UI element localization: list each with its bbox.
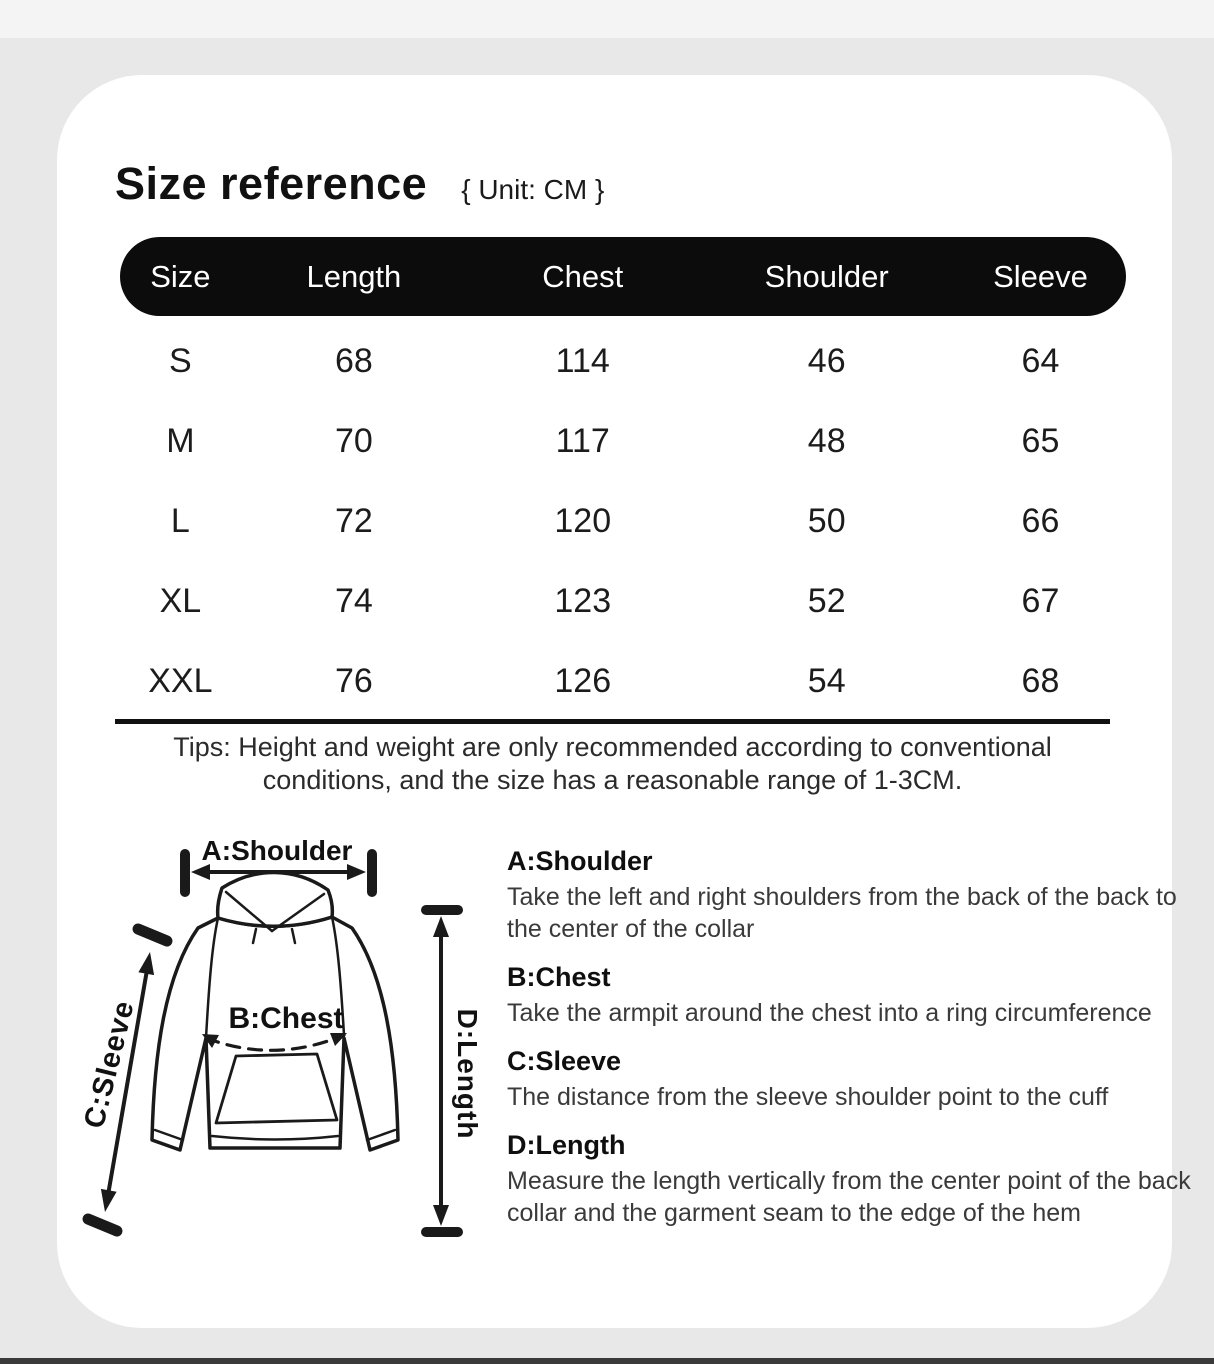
table-body — [120, 321, 1126, 721]
title-row — [115, 158, 604, 210]
value-cell: 50 — [807, 501, 846, 540]
value-cell: 48 — [807, 421, 846, 460]
column-header-shoulder: Shoulder — [764, 258, 889, 294]
value-cell: 76 — [334, 661, 373, 700]
value-cell: 114 — [555, 341, 610, 380]
column-header-size: Size — [150, 258, 211, 294]
table-header — [120, 237, 1126, 316]
size-cell: XL — [159, 581, 202, 620]
value-cell: 64 — [1021, 341, 1060, 380]
value-cell: 74 — [334, 581, 373, 620]
value-cell: 126 — [554, 661, 612, 700]
tips-line-1: Tips: Height and weight are only recommended according to conventional — [173, 732, 1052, 762]
size-table — [120, 237, 1126, 721]
measure-term: C:Sleeve — [507, 1046, 622, 1076]
table-row — [120, 641, 1126, 721]
size-cell: XXL — [148, 661, 213, 700]
hoodie-pocket — [216, 1054, 337, 1123]
measure-desc: Take the left and right shoulders from the back of the back to the center of the collar — [507, 883, 1177, 943]
measure-desc: Take the armpit around the chest into a ring circumference — [507, 999, 1152, 1027]
diagram-chest-label: B:Chest — [228, 1002, 344, 1035]
value-cell: 68 — [1021, 661, 1060, 700]
size-cell: L — [170, 501, 190, 540]
table-row — [120, 321, 1126, 401]
measure-item-sleeve — [507, 1046, 1195, 1113]
value-cell: 120 — [554, 501, 612, 540]
page-title: Size reference — [115, 158, 428, 209]
tips-divider — [115, 719, 1110, 724]
size-cell: M — [166, 421, 195, 460]
table-row — [120, 401, 1126, 481]
column-header-length: Length — [306, 258, 402, 294]
measurement-definitions — [507, 846, 1195, 1246]
size-cell: S — [169, 341, 192, 380]
value-cell: 72 — [334, 501, 373, 540]
value-cell: 68 — [334, 341, 373, 380]
value-cell: 65 — [1021, 421, 1060, 460]
top-strip — [0, 0, 1214, 38]
measure-item-chest — [507, 962, 1195, 1029]
bottom-strip — [0, 1358, 1214, 1364]
tips-note — [115, 731, 1110, 797]
unit-note: { Unit: CM } — [461, 174, 605, 205]
measure-term: D:Length — [507, 1130, 626, 1160]
tips-line-2: conditions, and the size has a reasonable range of 1-3CM. — [262, 765, 963, 795]
value-cell: 54 — [807, 661, 846, 700]
measure-desc: Measure the length vertically from the center point of the back collar and the garment seam to the edge of the hem — [507, 1167, 1191, 1227]
column-header-sleeve: Sleeve — [993, 258, 1088, 294]
measure-term: A:Shoulder — [507, 846, 653, 876]
column-header-chest: Chest — [542, 258, 624, 294]
value-cell: 117 — [555, 421, 610, 460]
value-cell: 52 — [807, 581, 846, 620]
diagram-shoulder-label: A:Shoulder — [201, 835, 353, 866]
table-row — [120, 481, 1126, 561]
value-cell: 46 — [807, 341, 846, 380]
value-cell: 67 — [1021, 581, 1060, 620]
value-cell: 123 — [554, 581, 612, 620]
measure-desc: The distance from the sleeve shoulder point to the cuff — [507, 1083, 1109, 1111]
measure-term: B:Chest — [507, 962, 611, 992]
diagram-length-label: D:Length — [452, 1008, 483, 1140]
table-row — [120, 561, 1126, 641]
measure-item-length — [507, 1130, 1195, 1229]
value-cell: 70 — [334, 421, 373, 460]
diagram-sleeve-label: C:Sleeve — [78, 997, 141, 1132]
value-cell: 66 — [1021, 501, 1060, 540]
measure-item-shoulder — [507, 846, 1195, 945]
